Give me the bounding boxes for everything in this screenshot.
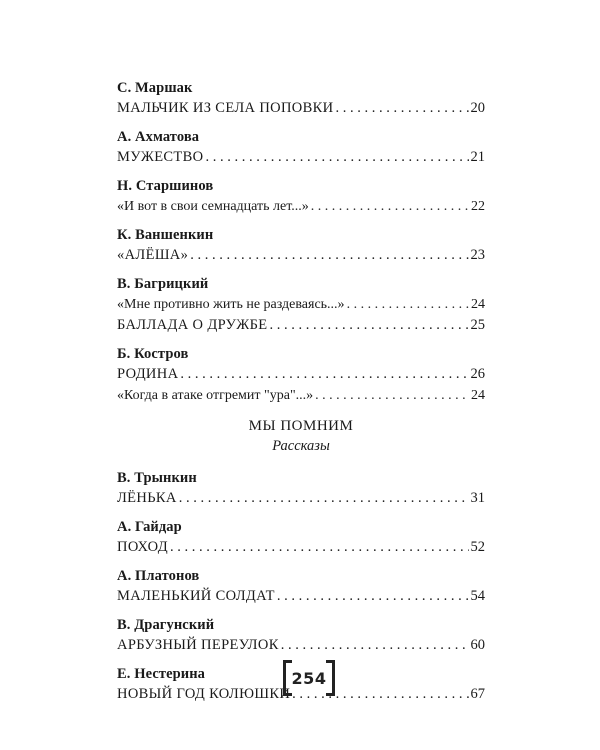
entry-title: МУЖЕСТВО: [117, 149, 204, 165]
dot-leader: [281, 635, 469, 656]
right-bracket-decoration: [326, 660, 335, 696]
page-number: [283, 660, 335, 696]
toc-entry[interactable]: [117, 488, 485, 509]
toc-entry[interactable]: [117, 385, 485, 406]
page-number-text: 254: [291, 668, 327, 688]
author-name: С. Маршак: [117, 80, 193, 96]
entry-page-number: 25: [470, 317, 485, 333]
toc-author-group: [117, 176, 485, 217]
entry-page-number: 54: [470, 588, 485, 604]
toc-entry[interactable]: [117, 245, 485, 266]
dot-leader: [347, 294, 469, 315]
toc-entry[interactable]: [117, 364, 485, 385]
author-name: А. Гайдар: [117, 519, 182, 535]
entry-page-number: 31: [470, 490, 485, 506]
dot-leader: [315, 385, 469, 406]
section-subheading: Рассказы: [272, 438, 330, 454]
toc-author-group: [117, 468, 485, 509]
left-bracket-decoration: [283, 660, 292, 696]
section-heading: МЫ ПОМНИМ: [248, 418, 354, 434]
author-name: В. Драгунский: [117, 617, 215, 633]
section-heading-block: [117, 416, 485, 456]
entry-title: ЛЁНЬКА: [117, 490, 177, 506]
entry-title: «И вот в свои семнадцать лет...»: [117, 199, 309, 214]
entry-title: ПОХОД: [117, 539, 168, 555]
author-name: Е. Нестерина: [117, 666, 206, 682]
dot-leader: [269, 315, 468, 336]
entry-title: «Когда в атаке отгремит "ура"...»: [117, 388, 314, 403]
toc-entry[interactable]: [117, 315, 485, 336]
toc-author-group: [117, 566, 485, 607]
dot-leader: [335, 98, 468, 119]
author-name: К. Ваншенкин: [117, 227, 214, 243]
toc-author-group: [117, 517, 485, 558]
toc-entry[interactable]: [117, 147, 485, 168]
entry-page-number: 21: [470, 149, 485, 165]
toc-entry[interactable]: [117, 294, 485, 315]
author-name: Н. Старшинов: [117, 178, 214, 194]
entry-page-number: 24: [471, 297, 485, 312]
author-name: Б. Костров: [117, 346, 189, 362]
table-of-contents: [117, 78, 485, 713]
entry-page-number: 22: [471, 199, 485, 214]
entry-title: БАЛЛАДА О ДРУЖБЕ: [117, 317, 268, 333]
toc-entry[interactable]: [117, 537, 485, 558]
dot-leader: [190, 245, 468, 266]
entry-page-number: 24: [471, 388, 485, 403]
entry-title: МАЛЬЧИК ИЗ СЕЛА ПОПОВКИ: [117, 100, 334, 116]
toc-author-group: [117, 78, 485, 119]
entry-title: МАЛЕНЬКИЙ СОЛДАТ: [117, 588, 275, 604]
entry-page-number: 20: [470, 100, 485, 116]
dot-leader: [205, 147, 468, 168]
author-name: В. Багрицкий: [117, 276, 209, 292]
author-name: В. Трынкин: [117, 470, 197, 486]
dot-leader: [170, 537, 469, 558]
entry-title: АРБУЗНЫЙ ПЕРЕУЛОК: [117, 637, 279, 653]
toc-poems: [117, 78, 485, 406]
toc-author-group: [117, 127, 485, 168]
entry-title: НОВЫЙ ГОД КОЛЮШКИ: [117, 686, 291, 702]
toc-entry[interactable]: [117, 635, 485, 656]
entry-title: «Мне противно жить не раздеваясь...»: [117, 297, 345, 312]
toc-author-group: [117, 344, 485, 406]
toc-author-group: [117, 615, 485, 656]
toc-author-group: [117, 225, 485, 266]
dot-leader: [180, 364, 468, 385]
toc-entry[interactable]: [117, 196, 485, 217]
entry-page-number: 67: [470, 686, 485, 702]
dot-leader: [277, 586, 469, 607]
entry-page-number: 23: [470, 247, 485, 263]
author-name: А. Платонов: [117, 568, 200, 584]
dot-leader: [311, 196, 469, 217]
entry-page-number: 52: [470, 539, 485, 555]
entry-title: «АЛЁША»: [117, 247, 189, 263]
toc-entry[interactable]: [117, 98, 485, 119]
entry-title: РОДИНА: [117, 366, 179, 382]
toc-author-group: [117, 274, 485, 336]
entry-page-number: 60: [470, 637, 485, 653]
entry-page-number: 26: [470, 366, 485, 382]
dot-leader: [179, 488, 469, 509]
toc-entry[interactable]: [117, 586, 485, 607]
author-name: А. Ахматова: [117, 129, 200, 145]
